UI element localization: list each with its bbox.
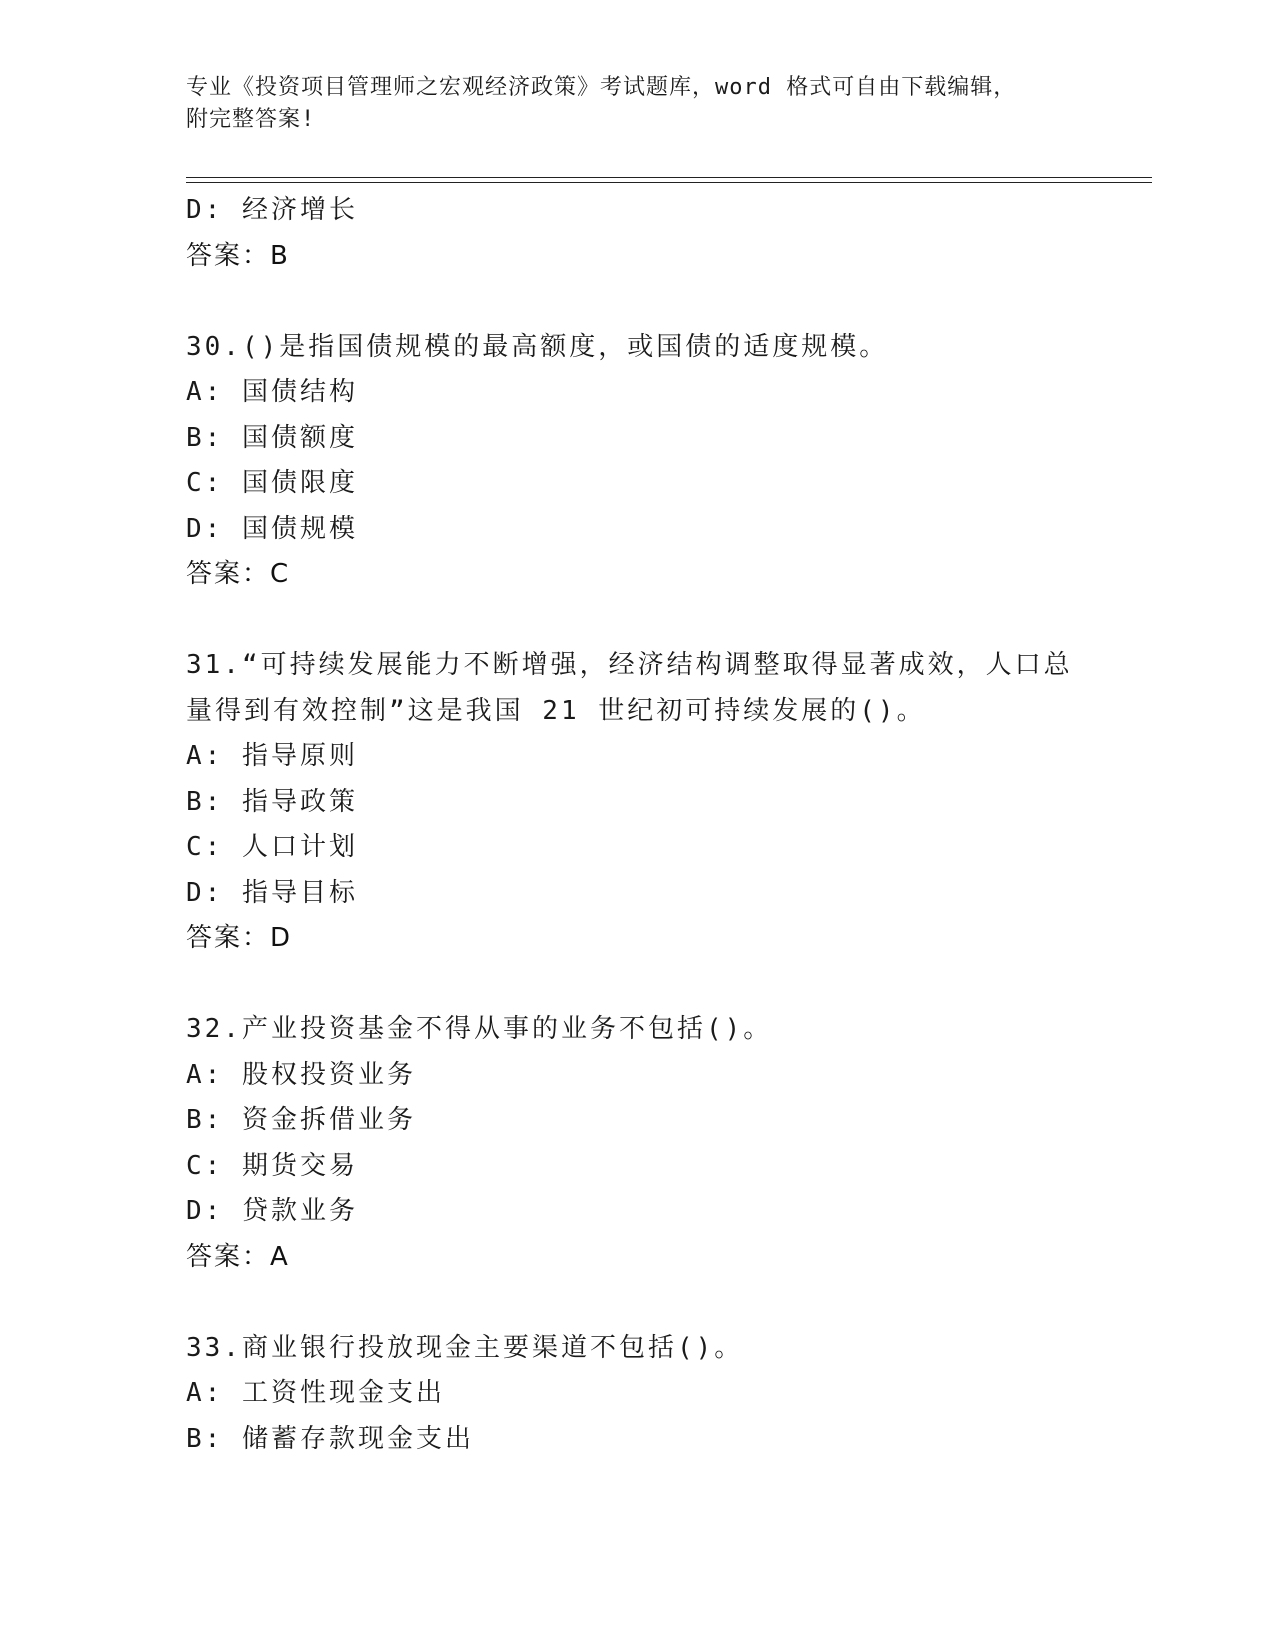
option-a: A: 股权投资业务 bbox=[186, 1059, 416, 1090]
option-b: B: 国债额度 bbox=[186, 422, 358, 453]
question-stem: 31.“可持续发展能力不断增强，经济结构调整取得显著成效，人口总 bbox=[186, 650, 1073, 680]
header-line-2: 附完整答案! bbox=[186, 107, 316, 132]
option-b: B: 储蓄存款现金支出 bbox=[186, 1423, 474, 1454]
option-d: D: 经济增长 bbox=[186, 195, 358, 225]
answer-line: 答案：D bbox=[186, 923, 293, 953]
question-32 bbox=[186, 1007, 1086, 1280]
option-c: C: 期货交易 bbox=[186, 1150, 358, 1181]
spacer bbox=[186, 962, 1086, 1008]
answer-line: 答案：A bbox=[186, 1241, 290, 1272]
question-stem: 30.()是指国债规模的最高额度，或国债的适度规模。 bbox=[186, 331, 889, 362]
option-d: D: 贷款业务 bbox=[186, 1196, 358, 1226]
answer-line: 答案：B bbox=[186, 240, 290, 271]
question-list bbox=[186, 188, 1086, 1462]
spacer bbox=[186, 279, 1086, 325]
option-d: D: 指导目标 bbox=[186, 877, 358, 908]
question-stem: 33.商业银行投放现金主要渠道不包括()。 bbox=[186, 1332, 744, 1363]
option-b: B: 资金拆借业务 bbox=[186, 1105, 416, 1135]
question-29-continued bbox=[186, 188, 1086, 279]
header-divider-bottom bbox=[186, 182, 1152, 183]
option-a: A: 指导原则 bbox=[186, 741, 358, 771]
option-a: A: 国债结构 bbox=[186, 377, 358, 407]
question-stem-line-2: 量得到有效控制”这是我国 21 世纪初可持续发展的()。 bbox=[186, 695, 926, 726]
option-c: C: 人口计划 bbox=[186, 832, 358, 862]
header-divider-top bbox=[186, 177, 1152, 178]
question-33 bbox=[186, 1326, 1086, 1463]
question-30 bbox=[186, 325, 1086, 598]
option-a: A: 工资性现金支出 bbox=[186, 1378, 445, 1408]
header-line-1: 专业《投资项目管理师之宏观经济政策》考试题库，word 格式可自由下载编辑， bbox=[186, 75, 1017, 100]
question-31 bbox=[186, 643, 1086, 962]
document-header bbox=[186, 72, 1086, 136]
question-stem: 32.产业投资基金不得从事的业务不包括()。 bbox=[186, 1014, 773, 1044]
option-d: D: 国债规模 bbox=[186, 513, 358, 544]
spacer bbox=[186, 1280, 1086, 1326]
spacer bbox=[186, 598, 1086, 644]
option-c: C: 国债限度 bbox=[186, 468, 358, 498]
option-b: B: 指导政策 bbox=[186, 786, 358, 817]
answer-line: 答案：C bbox=[186, 559, 291, 589]
